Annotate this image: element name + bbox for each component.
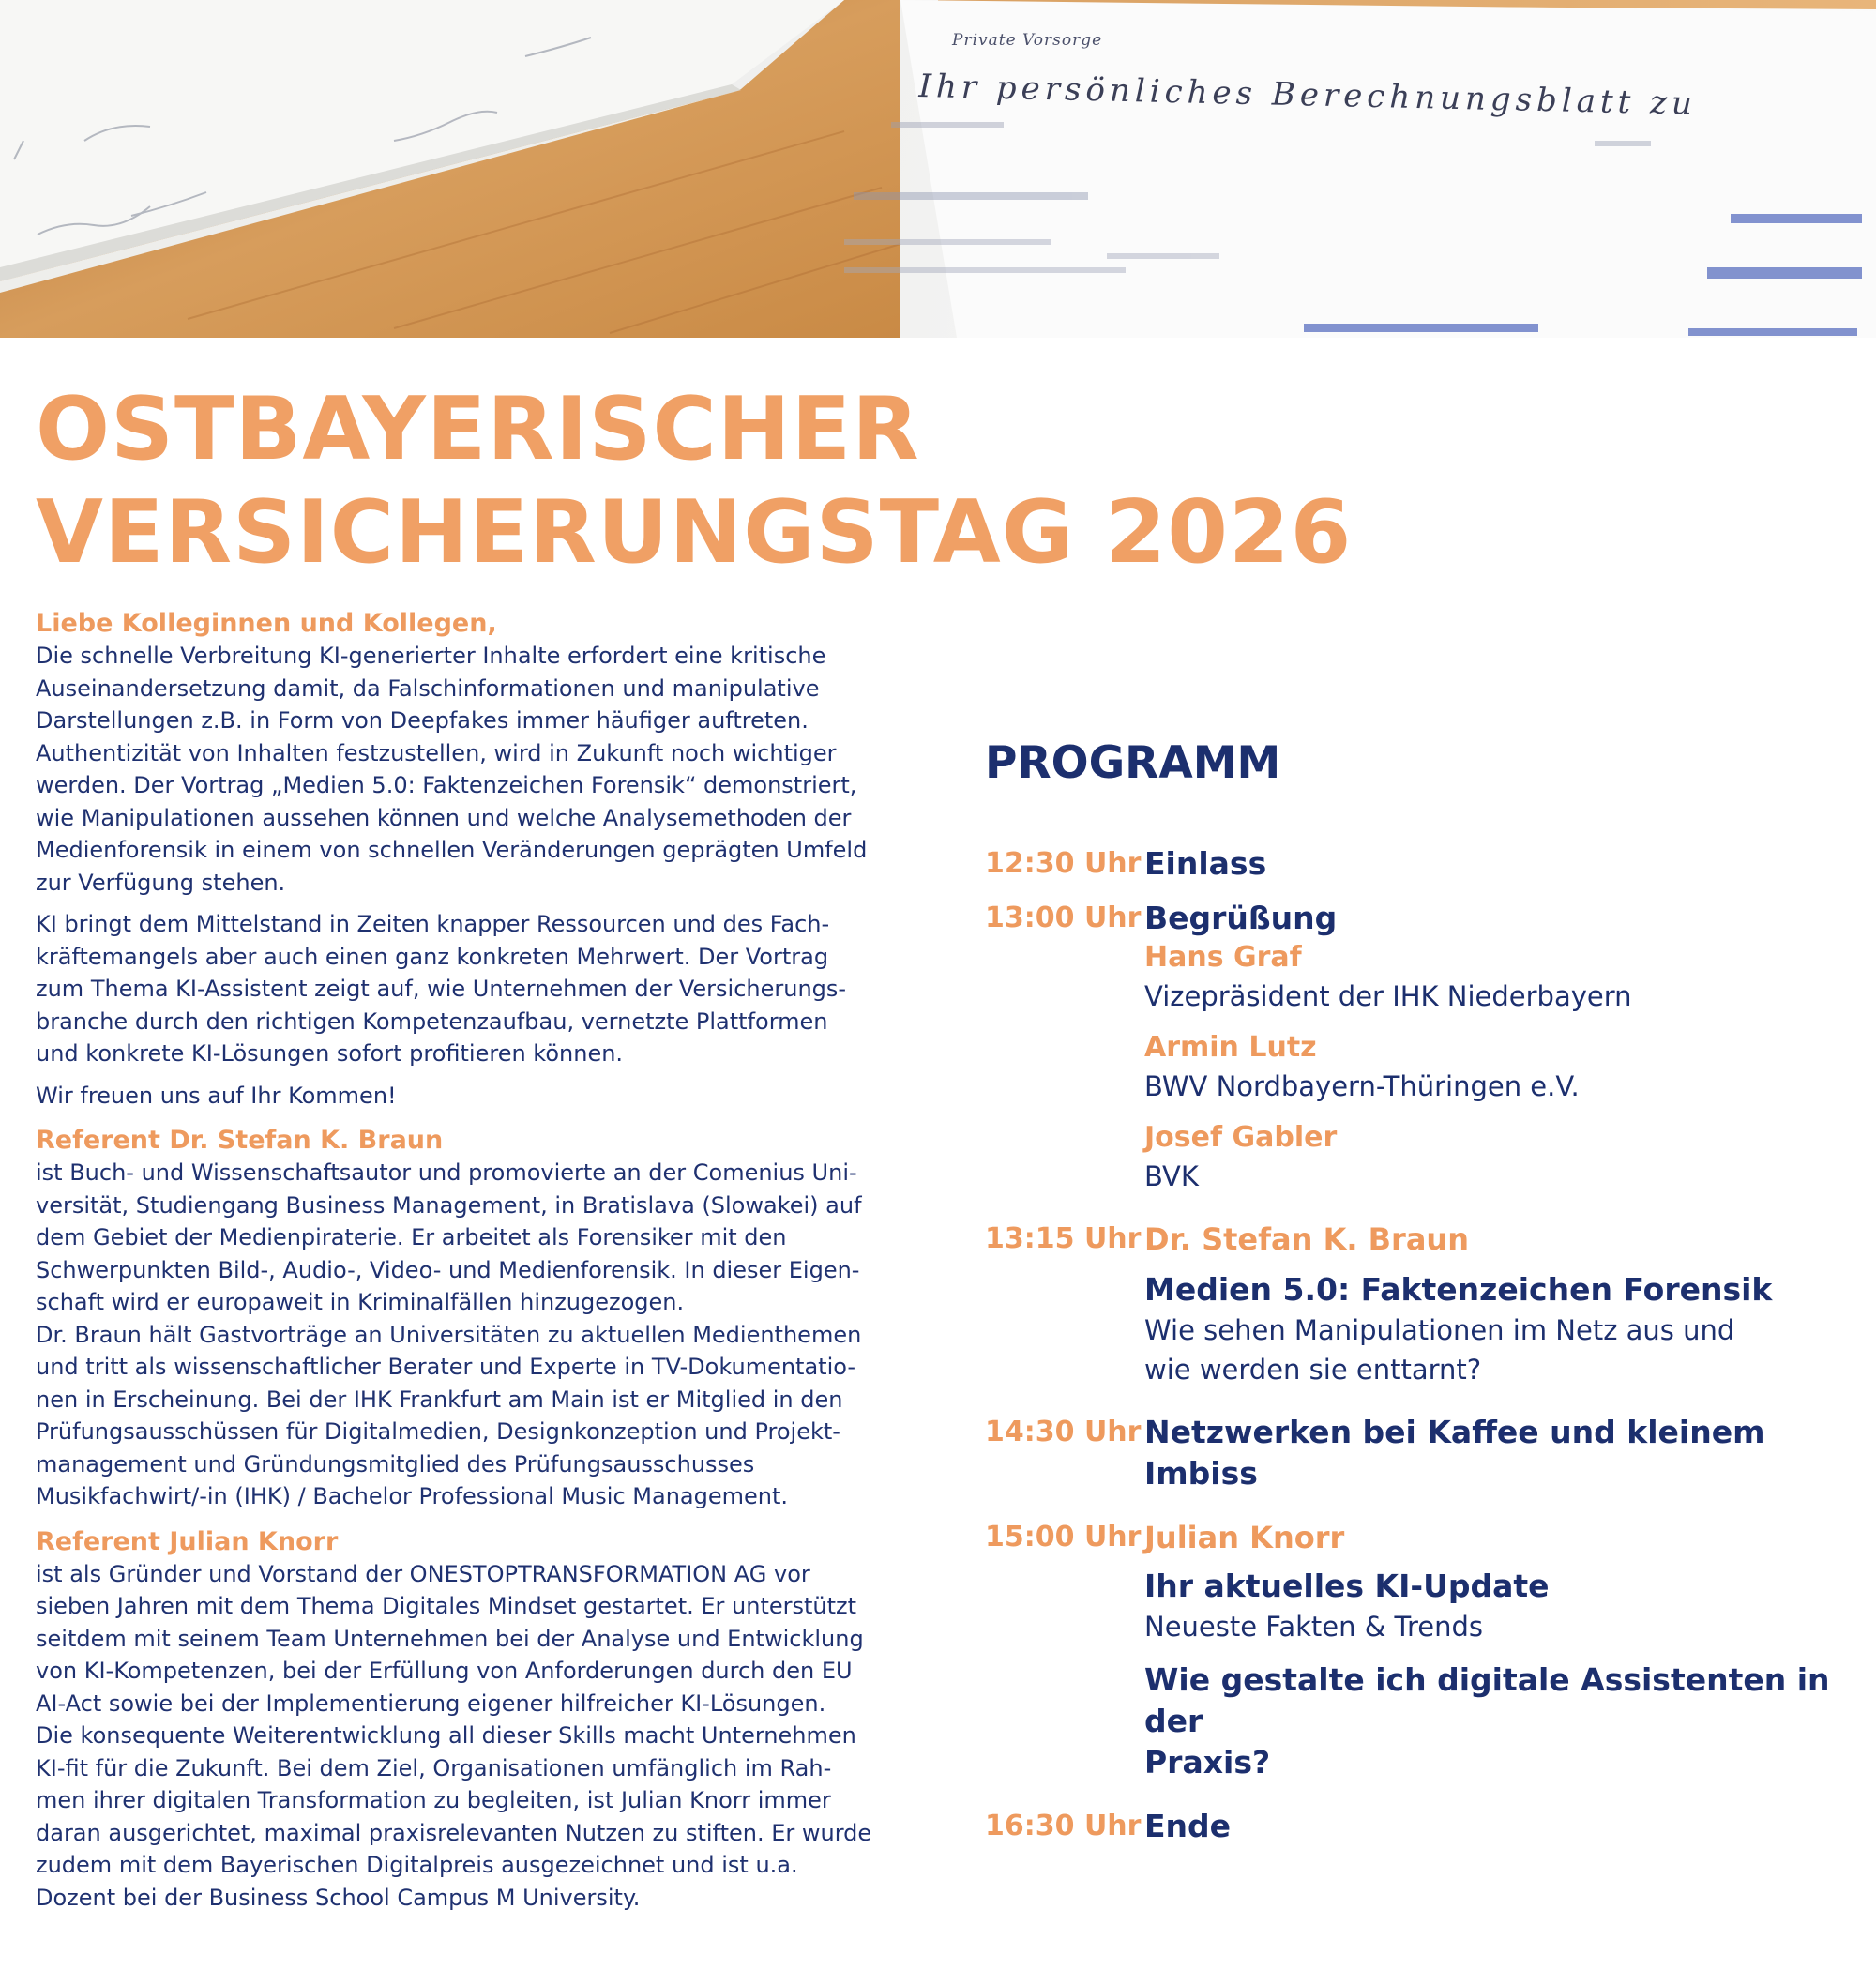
text-line: seitdem mit seinem Team Unternehmen bei der Analyse und Entwicklung [36,1625,864,1652]
header-photo-graphic [0,0,1876,338]
program-entry [985,843,1857,885]
text-line: schaft wird er europaweit in Kriminalfällen hinzugezogen. [36,1289,685,1315]
program-time: 16:30 Uhr [985,1810,1142,1842]
program-title-text: Ende [1144,1808,1232,1844]
text-line: Die schnelle Verbreitung KI-generierter Inhalte erfordert eine kritische [36,643,826,669]
speaker-name: Julian Knorr [1144,1520,1345,1555]
program-entry [985,1806,1857,1847]
person-role: Vizepräsident der IHK Niederbayern [1144,980,1632,1012]
text-line: kräftemangels aber auch einen ganz konkreten Mehrwert. Der Vortrag [36,943,829,970]
program-title-text: Einlass [1144,845,1267,882]
title-line-2: VERSICHERUNGSTAG 2026 [36,481,1353,583]
program-entry [985,1517,1857,1783]
intro-paragraph-2 [36,908,899,1070]
text-line: ist als Gründer und Vorstand der ONESTOPTRANSFORMATION AG vor [36,1560,810,1587]
photo-caption: Private Vorsorge [952,31,1103,50]
program-section [985,737,1857,1847]
program-title: PROGRAMM [985,737,1281,789]
text-line: branche durch den richtigen Kompetenzaufbau, vernetzte Plattformen [36,1008,828,1035]
text-line: zum Thema KI-Assistent zeigt auf, wie Unternehmen der Versicherungs- [36,976,847,1002]
text-line: zur Verfügung stehen. [36,869,286,896]
text-line: und tritt als wissenschaftlicher Berater und Experte in TV-Dokumentatio- [36,1354,856,1380]
text-line: management und Gründungsmitglied des Prüfungsausschusses [36,1450,755,1478]
intro-closing: Wir freuen uns auf Ihr Kommen! [36,1082,397,1109]
text-line: KI-fit für die Zukunft. Bei dem Ziel, Organisationen umfänglich im Rah- [36,1754,832,1781]
greeting: Liebe Kolleginnen und Kollegen, [36,609,497,638]
talk-title: Medien 5.0: Faktenzeichen Forensik [1144,1271,1773,1308]
text-line: wie Manipulationen aussehen können und welche Analysemethoden der [36,804,852,831]
text-line: Authentizität von Inhalten festzustellen, wird in Zukunft noch wichtiger [36,739,837,766]
text-line: Prüfungsausschüssen für Digitalmedien, Designkonzeption und Projekt- [36,1418,840,1445]
text-line: KI bringt dem Mittelstand in Zeiten knapper Ressourcen und des Fach- [36,911,830,937]
program-entry [985,1219,1857,1389]
photo-heading: Ihr persönliches Berechnungsblatt zu [918,68,1698,123]
text-line: Dozent bei der Business School Campus M University. [36,1884,641,1911]
text-line: und konkrete KI-Lösungen sofort profitieren können. [36,1040,624,1067]
page-title [36,377,1443,583]
text-line: daran ausgerichtet, maximal praxisrelevanten Nutzen zu stiften. Er wurde [36,1819,872,1846]
talk-title: Ihr aktuelles KI-Update [1144,1568,1550,1604]
speaker-bio-braun [36,1125,899,1513]
program-time: 13:15 Uhr [985,1222,1142,1255]
text-line: men ihrer digitalen Transformation zu begleiten, ist Julian Knorr immer [36,1787,831,1813]
talk-title-2-line: Wie gestalte ich digitale Assistenten in der [1144,1661,1830,1739]
person-name: Josef Gabler [1144,1121,1338,1154]
text-line: Schwerpunkten Bild-, Audio-, Video- und Medienforensik. In dieser Eigen- [36,1256,860,1283]
program-time: 15:00 Uhr [985,1521,1142,1553]
text-line: Dr. Braun hält Gastvorträge an Universitäten zu aktuellen Medienthemen [36,1321,862,1348]
text-line: ist Buch- und Wissenschaftsautor und promovierte an der Comenius Uni- [36,1159,857,1186]
program-time: 13:00 Uhr [985,902,1142,934]
text-line: von KI-Kompetenzen, bei der Erfüllung von Anforderungen durch den EU [36,1658,853,1684]
title-line-1: OSTBAYERISCHER [36,378,920,479]
person-role: BVK [1144,1160,1199,1192]
program-entry [985,898,1857,1196]
text-line: versität, Studiengang Business Management, in Bratislava (Slowakei) auf [36,1191,862,1219]
text-line: Die konsequente Weiterentwicklung all dieser Skills macht Unternehmen [36,1722,856,1749]
header-photo [0,0,1876,338]
program-title-text: Netzwerken bei Kaffee und kleinem Imbiss [1144,1414,1765,1492]
text-line: werden. Der Vortrag „Medien 5.0: Faktenzeichen Forensik“ demonstriert, [36,772,857,798]
speaker-name: Dr. Stefan K. Braun [1144,1221,1469,1257]
program-time: 12:30 Uhr [985,847,1142,880]
program-time: 14:30 Uhr [985,1416,1142,1448]
talk-title-2-line: Praxis? [1144,1744,1271,1781]
talk-description: Neueste Fakten & Trends [1144,1611,1483,1643]
program-entry [985,1412,1857,1494]
speaker-bio-knorr [36,1526,899,1915]
talk-description-line: Wie sehen Manipulationen im Netz aus und [1144,1314,1735,1346]
speaker-heading: Referent Dr. Stefan K. Braun [36,1126,444,1155]
text-line: Medienforensik in einem von schnellen Veränderungen geprägten Umfeld [36,837,868,863]
intro-paragraph-1 [36,640,899,899]
text-line: AI-Act sowie bei der Implementierung eigener hilfreicher KI-Lösungen. [36,1690,826,1717]
text-line: Darstellungen z.B. in Form von Deepfakes immer häufiger auftreten. [36,707,809,734]
person-name: Armin Lutz [1144,1031,1317,1064]
text-line: Auseinandersetzung damit, da Falschinformationen und manipulative [36,674,820,702]
text-line: sieben Jahren mit dem Thema Digitales Mindset gestartet. Er unterstützt [36,1593,857,1619]
intro-column [36,608,899,1914]
person-name: Hans Graf [1144,941,1302,974]
text-line: dem Gebiet der Medienpiraterie. Er arbeitet als Forensiker mit den [36,1224,787,1250]
text-line: nen in Erscheinung. Bei der IHK Frankfurt am Main ist er Mitglied in den [36,1386,843,1413]
talk-description-line: wie werden sie enttarnt? [1144,1354,1482,1386]
person-role: BWV Nordbayern-Thüringen e.V. [1144,1070,1580,1102]
speaker-heading: Referent Julian Knorr [36,1526,339,1556]
text-line: Musikfachwirt/-in (IHK) / Bachelor Professional Music Management. [36,1483,789,1509]
text-line: zudem mit dem Bayerischen Digitalpreis ausgezeichnet und ist u.a. [36,1852,798,1878]
program-title-text: Begrüßung [1144,900,1338,936]
